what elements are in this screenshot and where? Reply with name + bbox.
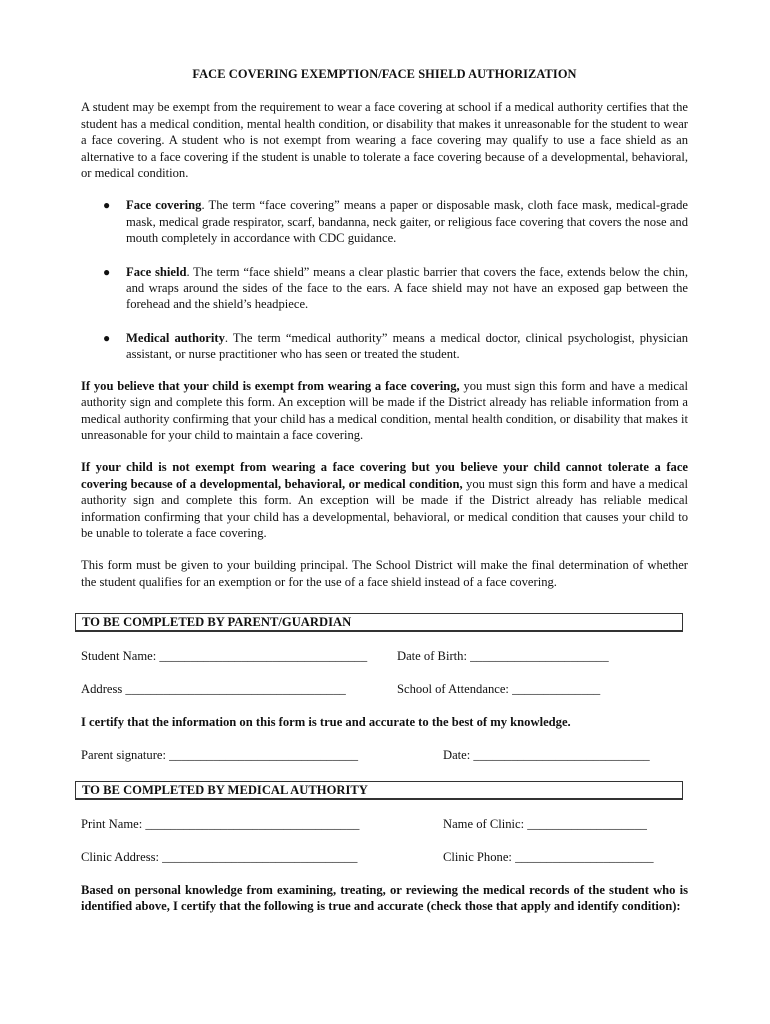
parent-date-field[interactable]: Date: ____________________________ <box>443 747 650 762</box>
definition-medical-authority <box>81 330 688 363</box>
medical-section-header: TO BE COMPLETED BY MEDICAL AUTHORITY <box>75 781 683 800</box>
school-of-attendance-field[interactable]: School of Attendance: ______________ <box>397 682 601 697</box>
student-name-field[interactable]: Student Name: _________________________________ <box>81 649 368 664</box>
address-field[interactable]: Address ___________________________________ <box>81 682 346 697</box>
principal-paragraph: This form must be given to your building principal. The School District will make the final determination of whether the student qualifies for an exemption or for the use of a face shield instead of a face covering. <box>81 558 688 589</box>
definition-term: Face shield <box>126 264 187 279</box>
definition-text: . The term “medical authority” means a medical doctor, clinical psychologist, physician assistant, or nurse practitioner who has seen or treated the student. <box>126 330 688 362</box>
definition-text: . The term “face shield” means a clear plastic barrier that covers the face, extends below the chin, and wraps around the sides of the face to the ears. A face shield may not have an exposed gap between the forehead and the shield’s headpiece. <box>126 264 688 312</box>
exempt-text: you must sign this form and have a medical authority sign and complete this form. An exception will be made if the District already has reliable information from a medical authority confirming that your child has a medical condition, mental health condition, or disability that makes it unreasonable for your child to maintain a face covering. <box>81 378 689 442</box>
parent-section-header: TO BE COMPLETED BY PARENT/GUARDIAN <box>75 613 683 632</box>
definitions-list <box>81 197 688 362</box>
not-exempt-text: you must sign this form and have a medical authority sign and complete this form. An exception will be made if the District already has reliable medical information confirming that your child has a developmental, behavioral, or medical condition that causes your child to be unable to tolerate a face covering. <box>81 476 688 540</box>
print-name-row <box>81 816 688 833</box>
not-exempt-paragraph <box>81 459 688 541</box>
print-name-field[interactable]: Print Name: __________________________________ <box>81 816 360 831</box>
definition-face-covering <box>81 197 688 246</box>
bullet-icon: ● <box>103 330 111 345</box>
clinic-address-row <box>81 849 688 866</box>
document-content <box>81 66 688 914</box>
clinic-name-field[interactable]: Name of Clinic: ___________________ <box>443 816 647 831</box>
student-row <box>81 648 688 665</box>
medical-certify-statement: Based on personal knowledge from examining, treating, or reviewing the medical records of the student who is identified above, I certify that the following is true and accurate (check those that apply and identify condition): <box>81 882 688 913</box>
address-row <box>81 681 688 698</box>
signature-row <box>81 747 688 764</box>
parent-signature-field[interactable]: Parent signature: ______________________________ <box>81 747 359 762</box>
clinic-address-field[interactable]: Clinic Address: _______________________________ <box>81 849 358 864</box>
date-of-birth-field[interactable]: Date of Birth: ______________________ <box>397 649 609 664</box>
not-exempt-bold: If your child is not exempt from wearing a face covering but you believe your child cannot tolerate a face covering because of a developmental, behavioral, or medical condition, <box>81 460 688 491</box>
definition-term: Face covering <box>126 198 202 213</box>
exempt-paragraph <box>81 378 688 444</box>
clinic-phone-field[interactable]: Clinic Phone: ______________________ <box>443 849 654 864</box>
bullet-icon: ● <box>103 198 111 213</box>
parent-certify-statement: I certify that the information on this form is true and accurate to the best of my knowledge. <box>81 715 571 730</box>
definition-term: Medical authority <box>126 330 225 345</box>
bullet-icon: ● <box>103 264 111 279</box>
exempt-bold: If you believe that your child is exempt from wearing a face covering, <box>81 378 460 393</box>
document-title: FACE COVERING EXEMPTION/FACE SHIELD AUTHORIZATION <box>192 67 577 81</box>
definition-face-shield <box>81 264 688 313</box>
intro-paragraph: A student may be exempt from the requirement to wear a face covering at school if a medical authority certifies that the student has a medical condition, mental health condition, or disability that makes it unreasonable for the student to wear a face covering. A student who is not exempt from wearing a face covering may qualify to use a face shield as an alternative to a face covering if the student is unable to tolerate a face covering because of a developmental, behavioral, or medical condition. <box>81 100 688 181</box>
definition-text: . The term “face covering” means a paper or disposable mask, cloth face mask, medical-grade mask, medical grade respirator, scarf, bandanna, neck gaiter, or religious face covering that covers the nose and mouth completely in accordance with CDC guidance. <box>126 198 689 246</box>
